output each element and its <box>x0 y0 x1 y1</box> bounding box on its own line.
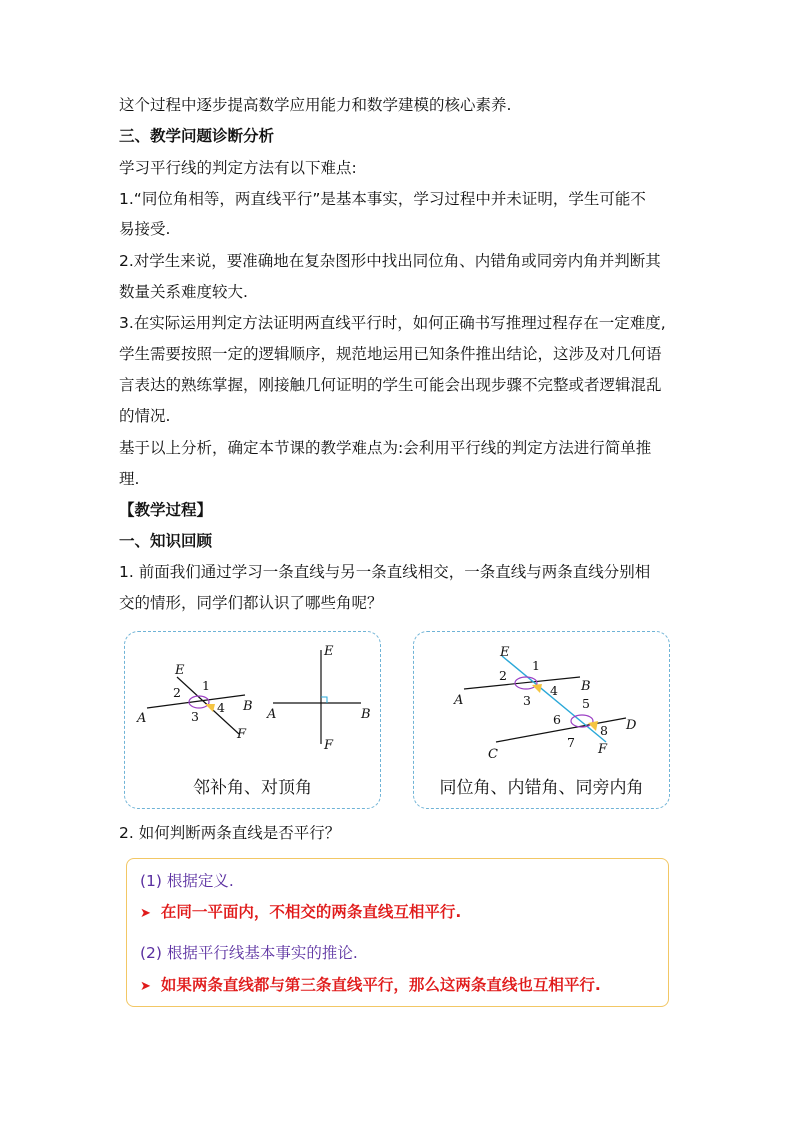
paragraph: 交的情形，同学们都认识了哪些角呢？ <box>119 594 383 612</box>
label-1: 1 <box>202 678 210 693</box>
answer-heading-2: (2) 根据平行线基本事实的推论. <box>140 944 358 962</box>
paragraph: 1.“同位角相等，两直线平行”是基本事实，学习过程中并未证明，学生可能不 <box>119 190 646 208</box>
label-2: 2 <box>173 685 181 700</box>
angle-diagram <box>414 632 671 772</box>
paragraph: 易接受. <box>119 220 171 238</box>
label-b: B <box>361 707 371 722</box>
label-8: 8 <box>600 723 608 738</box>
answer-point-1 <box>140 900 461 922</box>
label-c: C <box>488 747 498 762</box>
paragraph: 1. 前面我们通过学习一条直线与另一条直线相交，一条直线与两条直线分别相 <box>119 563 651 581</box>
answer-text: 如果两条直线都与第三条直线平行，那么这两条直线也互相平行. <box>160 976 601 994</box>
label-b: B <box>581 679 591 694</box>
answer-box <box>126 858 669 1007</box>
label-2: 2 <box>499 668 507 683</box>
section-heading: 【教学过程】 <box>119 501 213 519</box>
paragraph: 学生需要按照一定的逻辑顺序，规范地运用已知条件推出结论，这涉及对几何语 <box>119 345 662 363</box>
label-a: A <box>137 711 147 726</box>
label-f: F <box>324 738 334 753</box>
paragraph: 学习平行线的判定方法有以下难点: <box>119 159 357 177</box>
angle-diagram <box>125 632 382 772</box>
label-e: E <box>175 663 185 678</box>
paragraph: 这个过程中逐步提高数学应用能力和数学建模的核心素养. <box>119 96 512 114</box>
label-f: F <box>598 742 608 757</box>
label-3: 3 <box>523 693 531 708</box>
answer-point-2 <box>140 973 601 995</box>
paragraph: 理. <box>119 470 140 488</box>
label-6: 6 <box>553 712 561 727</box>
paragraph: 的情况. <box>119 407 171 425</box>
label-e: E <box>500 645 510 660</box>
label-d: D <box>626 718 637 733</box>
label-4: 4 <box>550 683 558 698</box>
label-a: A <box>454 693 464 708</box>
figure-adjacent-vertical-angles <box>124 631 381 809</box>
label-f: F <box>237 727 247 742</box>
label-e: E <box>324 644 334 659</box>
answer-heading-1: (1) 根据定义. <box>140 872 234 890</box>
arrow-bullet-icon: ➤ <box>140 979 151 994</box>
paragraph: 3.在实际运用判定方法证明两直线平行时，如何正确书写推理过程存在一定难度, <box>119 314 666 332</box>
answer-text: 在同一平面内，不相交的两条直线互相平行. <box>160 903 462 921</box>
label-3: 3 <box>191 709 199 724</box>
paragraph: 数量关系难度较大. <box>119 283 248 301</box>
paragraph: 言表达的熟练掌握，刚接触几何证明的学生可能会出现步骤不完整或者逻辑混乱 <box>119 376 662 394</box>
figure-caption: 邻补角、对顶角 <box>193 778 312 798</box>
paragraph: 2.对学生来说，要准确地在复杂图形中找出同位角、内错角或同旁内角并判断其 <box>119 252 661 270</box>
paragraph: 2. 如何判断两条直线是否平行？ <box>119 824 341 842</box>
paragraph: 基于以上分析，确定本节课的教学难点为:会利用平行线的判定方法进行简单推 <box>119 439 652 457</box>
label-a: A <box>267 707 277 722</box>
figure-corresponding-angles <box>413 631 670 809</box>
label-5: 5 <box>582 696 590 711</box>
arrow-bullet-icon: ➤ <box>140 906 151 921</box>
section-heading: 一、知识回顾 <box>119 532 213 550</box>
label-4: 4 <box>217 700 225 715</box>
figure-caption: 同位角、内错角、同旁内角 <box>439 778 644 798</box>
label-7: 7 <box>567 735 575 750</box>
section-heading: 三、教学问题诊断分析 <box>119 127 275 145</box>
label-1: 1 <box>532 658 540 673</box>
label-b: B <box>243 699 253 714</box>
